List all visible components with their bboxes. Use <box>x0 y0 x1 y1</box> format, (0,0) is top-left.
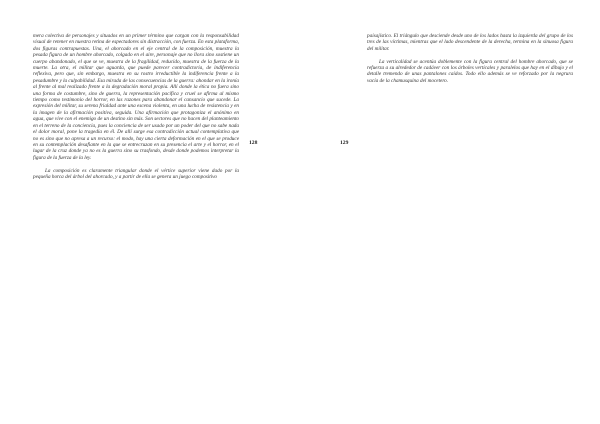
right-paragraph-1: paisajístico. El triángulo que desciende desde uno de los lados hasta la izquierda del grupo de los tres de las víctimas, mientras que el lado descendente de la derecha, termina en la sinuosa figura del militar. <box>367 33 573 52</box>
left-page-number: 128 <box>249 140 258 146</box>
right-page-number: 129 <box>340 140 349 146</box>
left-paragraph-2: La composición es claramente triangular donde el vértice superior viene dado por la pequeña horca del árbol del ahorcado, y a partir de ella se genera un juego compositivo <box>33 167 239 180</box>
right-paragraph-2: La verticalidad se acentúa doblemente con la figura central del hombre ahorcado, que se refuerza a su alrededor de cadáver con los árboles verticales y paralelos que hay en el dibujo y el detalle tremendo de unas pantalones caídos. Todo ello además se ve reforzado por la negrura vacía de la chamusquina del mocetero. <box>367 58 573 84</box>
left-paragraph-1: mera colectiva de personajes y situados en un primer término que cargan con la responsabilidad visual de retener en nuestra retina de espectadores sin distracción, con fuerza. En esta plataforma, dos figuras contrapuestas. Una, el ahorcado en el eje central de la composición, muestra la pesada figura de un hombre ahorcado, colgado en el aire, personaje que no llora sino sostiene un cuerpo abandonado, el que se ve, muestra de la fragilidad, reducido, muestra de la fuerza de la muerte. La otra, el militar que aguarda, que puede parecer contradictoria, de indiferencia reflexiva, pero que, sin embargo, muestra en su rostro irreductible la indiferencia frente a la pesadumbre y la culpabilidad. Esa mirada de las consecuencias de la guerra: ahondar en la ironía al frente al mal realizado frente a la degradación moral propia. Allí donde la ética no fuera sino una forma de costumbre, sino de guerra, la representación pacífica y cruel se afirma al mismo tiempo como testimonio del horror, en las razones para abandonar el cansancio que sucede. La expresión del militar, su serena frialdad ante una escena violenta, en una lucha de resistencia y en la imagen de la afirmación positiva, seguida. Una afirmación que protagoniza el anónimo en agua, que vive con el enemigo de un destino sin más. Son sectores que no hacen del planteamiento en el terreno de la conciencia, pues la conciencia de ser usado por un poder del que no sabe nada el dolor moral, pone la tragedia en él. De allí surge esa contradicción actual contemplativa que no es sino que no apresa a un recurso: el modo, hay una cierta deformación en el que se produce en su contemplación desafiante en la que se entrecruzan en su presencia el arte y el horror, en el lugar de la cruz donde ya no es la guerra sino su trasfondo, desde donde podemos interpretar la figura de la fuerza de la ley. <box>33 33 239 161</box>
right-page-text <box>367 33 573 84</box>
left-page-text <box>33 33 239 180</box>
right-page <box>300 0 600 424</box>
